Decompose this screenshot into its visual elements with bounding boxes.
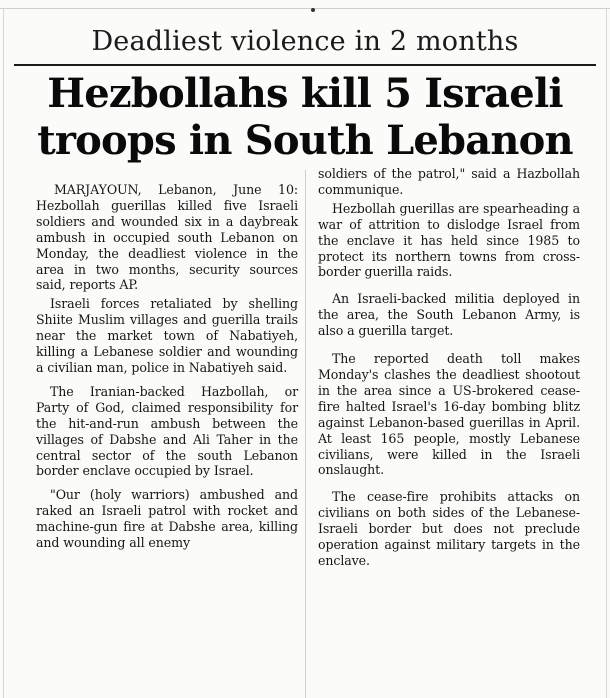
paragraph: An Israeli-backed militia deployed in the area, the South Lebanon Army, is also a guerilla target. bbox=[318, 291, 580, 339]
paragraph: The reported death toll makes Monday's clashes the deadliest shootout in the area since a US-brokered cease-fire halted Israel's 16-day bombing blitz against Lebanon-based guerillas in April. At least 165 people, mostly Lebanese civilians, were killed in the Israeli onslaught. bbox=[318, 351, 580, 478]
ink-speck bbox=[311, 8, 315, 12]
paragraph: Hezbollah guerillas are spearheading a war of attrition to dislodge Israel from the enclave it has held since 1985 to protect its northern towns from cross-border guerilla raids. bbox=[318, 200, 580, 280]
paragraph: soldiers of the patrol," said a Hazbollah communique. bbox=[318, 166, 580, 197]
kicker-headline: Deadliest violence in 2 months bbox=[91, 26, 519, 57]
article-body bbox=[36, 166, 592, 698]
right-column bbox=[318, 166, 580, 569]
headline-line-2: troops in South Lebanon bbox=[37, 117, 573, 164]
main-headline bbox=[0, 70, 610, 164]
clipping-top-edge bbox=[0, 8, 610, 9]
paragraph: Israeli forces retaliated by shelling Shiite Muslim villages and guerilla trails near the market town of Nabatiyeh, killing a Lebanese soldier and wounding a civilian man, police in Nabatiyeh said. bbox=[36, 296, 298, 375]
paragraph: MARJAYOUN, Lebanon, June 10: Hezbollah guerillas killed five Israeli soldiers and wounded six in a daybreak ambush in occupied south Lebanon on Monday, the deadliest violence in the area in two months, security sources said, reports AP. bbox=[36, 182, 298, 293]
paragraph: The cease-fire prohibits attacks on civilians on both sides of the Lebanese-Israeli border but does not preclude operation against military targets in the enclave. bbox=[318, 489, 580, 568]
headline-divider-rule bbox=[14, 64, 596, 66]
left-column bbox=[36, 182, 298, 551]
paragraph: "Our (holy warriors) ambushed and raked an Israeli patrol with rocket and machine-gun fire at Dabshe area, killing and wounding all enemy bbox=[36, 487, 298, 551]
headline-line-1: Hezbollahs kill 5 Israeli bbox=[47, 70, 563, 117]
paragraph: The Iranian-backed Hazbollah, or Party of God, claimed responsibility for the hit-and-run ambush between the villages of Dabshe and Ali Taher in the central sector of the south Lebanon border enclave occupied by Israel. bbox=[36, 383, 298, 479]
